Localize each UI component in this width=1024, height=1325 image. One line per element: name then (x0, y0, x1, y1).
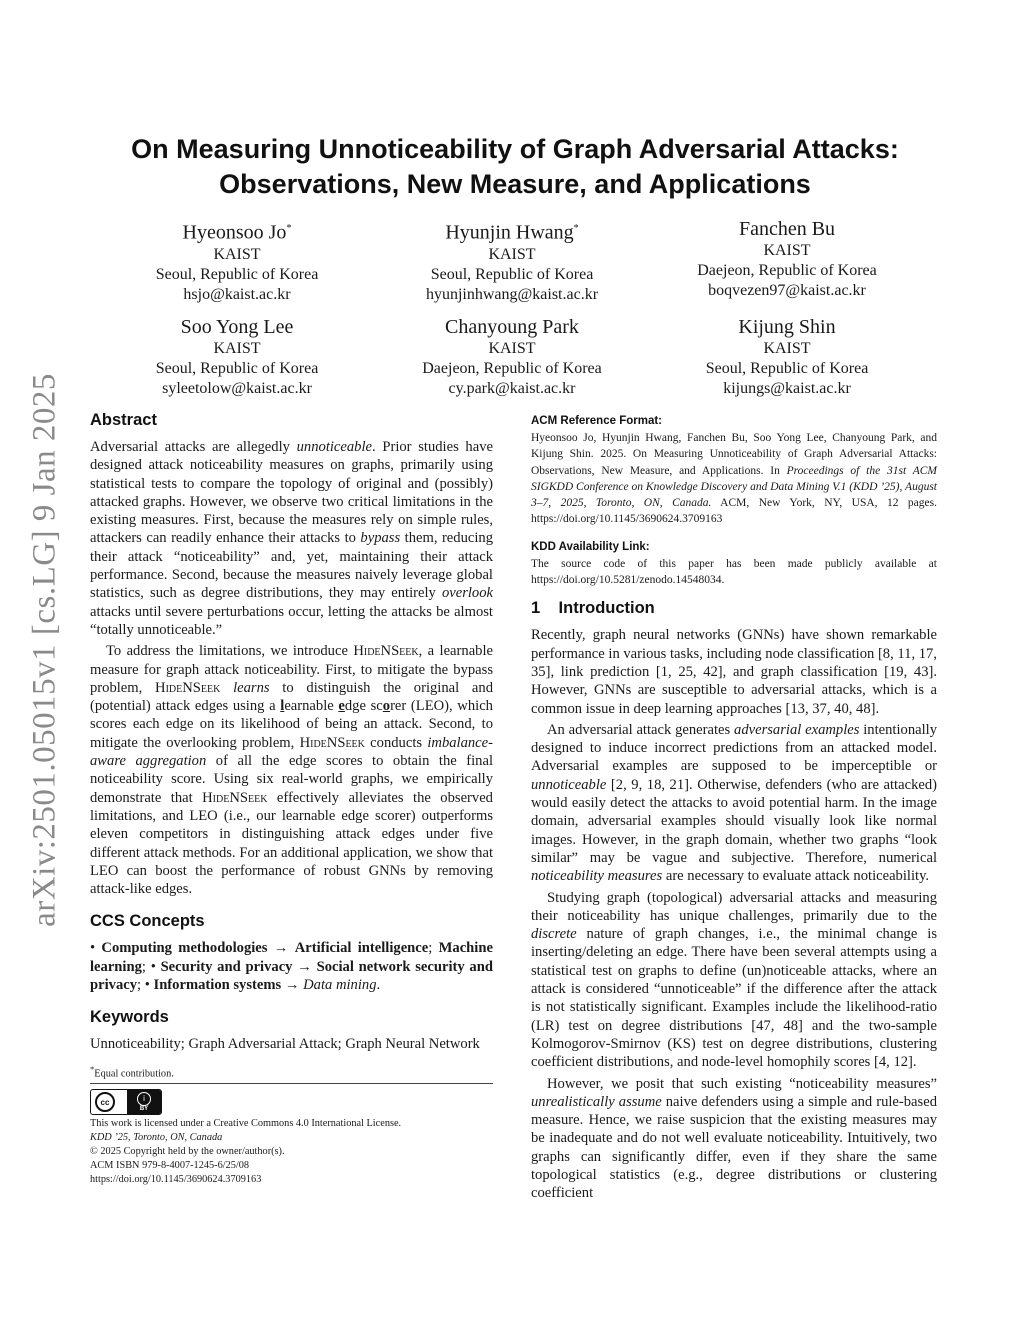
author-block (87, 217, 387, 305)
abstract-paragraph-2: To address the limitations, we introduce HideNSeek, a learnable measure for graph attack noticeability. First, to mitigate the bypass problem, HideNSeek learns to distinguish the original and (potential) attack edges using a learnable edge scorer (LEO), which scores each edge on its likelihood of being an attack. Second, to mitigate the overlooking problem, HideNSeek conducts imbalance-aware aggregation of all the edge scores to obtain the final noticeability score. Using six real-world graphs, we empirically demonstrate that HideNSeek effectively alleviates the observed limitations, and LEO (i.e., our learnable edge scorer) outperforms eleven competitors in distinguishing attack edges under five different attack methods. For an additional application, we show that LEO can boost the performance of robust GNNs by removing attack-like edges. (90, 643, 493, 898)
cc-icon: cc (95, 1092, 115, 1112)
author-affiliation: KAIST (488, 245, 536, 263)
author-block (637, 315, 937, 399)
paper-title-line-2: Observations, New Measure, and Applications (219, 169, 811, 199)
author-email: cy.park@kaist.ac.kr (448, 380, 576, 397)
keywords-text: Unnoticeability; Graph Adversarial Attack; Graph Neural Network (90, 1036, 480, 1053)
author-block (637, 217, 937, 301)
author-affiliation: KAIST (213, 340, 261, 357)
paper-title (90, 132, 940, 202)
intro-paragraph-2: An adversarial attack generates adversarial examples intentionally designed to induce incorrect predictions from an attacked model. Adversarial examples are supposed to be imperceptible or unnoticeable [2, 9, 18, 21]. Otherwise, defenders (who are attacked) would easily detect the attacks to avoid potential harm. In the image domain, adversarial examples should visually look like normal images. However, in the graph domain, whether two graphs “look similar” may be vague and subjective. Therefore, numerical noticeability measures are necessary to evaluate attack noticeability. (531, 721, 937, 885)
kdd-availability-text: The source code of this paper has been made publicly available at https://doi.org/10.5281/zenodo.14548034. (531, 557, 937, 587)
introduction-heading: 1 Introduction (531, 599, 655, 618)
author-block (87, 315, 387, 399)
author-location: Daejeon, Republic of Korea (697, 262, 877, 279)
paper-title-line-1: On Measuring Unnoticeability of Graph Adversarial Attacks: (131, 134, 899, 164)
acm-reference-heading: ACM Reference Format: (531, 415, 662, 427)
arxiv-identifier (26, 370, 63, 930)
author-email: syleetolow@kaist.ac.kr (162, 380, 312, 397)
author-email: hsjo@kaist.ac.kr (183, 285, 291, 303)
intro-paragraph-3: Studying graph (topological) adversarial attacks and measuring their noticeability has unique challenges, primarily due to the discrete nature of graph changes, i.e., the minimal change is inserting/deleting an edge. There have been several attempts using a statistical test on graphs to define (un)noticeable attacks, where an attack is considered “unnoticeable” if the difference after the attack is not statistically significant. Examples include the likelihood-ratio (LR) test on degree distributions [47, 48] and the two-sample Kolmogorov-Smirnov (KS) test on degree distributions, clustering coefficient distributions, and node-level homophily scores [4, 12]. (531, 889, 937, 1071)
intro-paragraph-1: Recently, graph neural networks (GNNs) have shown remarkable performance in various tasks, including node classification [8, 11, 17, 35], link prediction [1, 25, 42], and graph classification [19, 43]. However, GNNs are susceptible to adversarial attacks, which is a common issue in deep learning approaches [13, 37, 40, 48]. (531, 627, 937, 717)
ccs-concepts-text: • Computing methodologies → Artificial intelligence; Machine learning; • Security and privacy → Social network security and privacy; • Information systems → Data mining. (90, 940, 493, 994)
author-affiliation: KAIST (488, 340, 536, 357)
author-block (362, 315, 662, 399)
author-email: kijungs@kaist.ac.kr (723, 380, 851, 397)
arxiv-identifier-text: arXiv:2501.05015v1 [cs.LG] 9 Jan 2025 (26, 373, 63, 927)
abstract-paragraph-1: Adversarial attacks are allegedly unnoticeable. Prior studies have designed attack noticeability measures on graphs, primarily using statistical tests to compare the topology of original and (possibly) attacked graphs. However, we observe two critical limitations in the existing measures. First, because the measures rely on simple rules, attackers can readily enhance their attacks to bypass them, reducing their attack “noticeability” and, yet, maintaining their attack performance. Second, because the measures naively leverage global statistics, such as degree distributions, they may entirely overlook attacks until severe perturbations occur, letting the attacks be almost “totally unnoticeable.” (90, 439, 494, 638)
person-icon: i (137, 1092, 151, 1106)
author-name: Soo Yong Lee (180, 316, 294, 338)
author-name: Hyeonsoo Jo* (182, 221, 292, 244)
author-email: hyunjinhwang@kaist.ac.kr (425, 285, 599, 303)
acm-reference-text: Hyeonsoo Jo, Hyunjin Hwang, Fanchen Bu, Soo Yong Lee, Chanyoung Park, and Kijung Shin. 2025. On Measuring Unnoticeability of Graph Adversarial Attacks: Observations, New Measure, and Applications. In Proceedings of the 31st ACM SIGKDD Conference on Knowledge Discovery and Data Mining V.1 (KDD ’25), August 3–7, 2025, Toronto, ON, Canada. ACM, New York, NY, USA, 12 pages. https://doi.org/10.1145/3690624.3709163 (531, 432, 937, 526)
author-email: boqvezen97@kaist.ac.kr (708, 282, 866, 299)
kdd-availability-heading: KDD Availability Link: (531, 540, 650, 553)
intro-paragraph-4: However, we posit that such existing “noticeability measures” unrealistically assume naive defenders using a simple and rule-based measure. Hence, we raise suspicion that the existing measures may be inadequate and do not well evaluate noticeability. Intuitively, two graphs can significantly differ, even if they share the same topological statistics (e.g., degree distributions or clustering coefficient (531, 1075, 937, 1202)
author-location: Seoul, Republic of Korea (155, 265, 319, 283)
by-attribution-icon: i BY (127, 1090, 161, 1114)
license-text: This work is licensed under a Creative Commons 4.0 International License. KDD ’25, Toronto, ON, Canada © 2025 Copyright held by the owner/author(s). ACM ISBN 979-8-4007-1245-6/25/08 https://doi.org/10.1145/3690624.3709163 (90, 1118, 402, 1185)
author-location: Seoul, Republic of Korea (430, 265, 594, 283)
author-block (362, 217, 662, 305)
author-location: Seoul, Republic of Korea (705, 360, 869, 377)
keywords-heading: Keywords (90, 1008, 169, 1027)
footnote: *Equal contribution. (90, 1063, 174, 1080)
right-column (531, 415, 937, 1203)
author-name: Fanchen Bu (738, 218, 836, 240)
equal-contribution-mark: * (286, 223, 292, 234)
author-affiliation: KAIST (763, 340, 811, 357)
author-affiliation: KAIST (213, 245, 261, 263)
footnote-rule (90, 1083, 493, 1084)
ccs-concepts-heading: CCS Concepts (90, 912, 205, 931)
author-location: Seoul, Republic of Korea (155, 360, 319, 377)
author-name: Kijung Shin (738, 316, 836, 338)
author-name: Hyunjin Hwang* (445, 221, 579, 244)
left-column (90, 411, 493, 1081)
author-location: Daejeon, Republic of Korea (422, 360, 602, 377)
author-name: Chanyoung Park (445, 316, 579, 338)
author-affiliation: KAIST (763, 242, 811, 259)
creative-commons-badge (90, 1089, 162, 1115)
abstract-heading: Abstract (90, 411, 157, 429)
equal-contribution-mark: * (573, 223, 579, 234)
